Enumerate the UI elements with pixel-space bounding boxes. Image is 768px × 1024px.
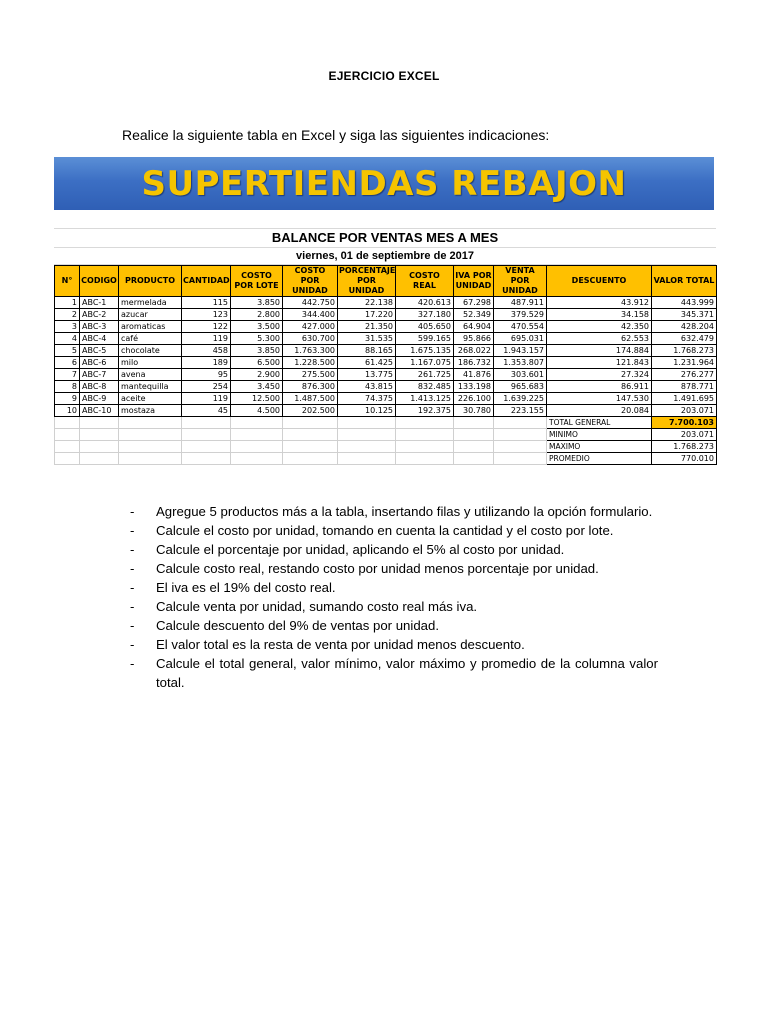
table-cell: 22.138: [338, 297, 396, 309]
instruction-text: Calcule venta por unidad, sumando costo real más iva.: [156, 599, 478, 614]
instruction-item: [130, 578, 658, 597]
bullet-dash: -: [130, 656, 135, 671]
table-cell: chocolate: [119, 345, 182, 357]
bullet-dash: -: [130, 523, 135, 538]
table-cell: 20.084: [547, 405, 652, 417]
table-cell: 458: [182, 345, 231, 357]
table-cell: café: [119, 333, 182, 345]
table-cell: ABC-6: [80, 357, 119, 369]
summary-label: TOTAL GENERAL: [547, 417, 652, 429]
table-cell: ABC-1: [80, 297, 119, 309]
instruction-item: [130, 635, 658, 654]
table-cell: 261.725: [396, 369, 454, 381]
instruction-text: El iva es el 19% del costo real.: [156, 580, 336, 595]
summary-row: [55, 429, 717, 441]
table-cell: 1.675.135: [396, 345, 454, 357]
table-cell: 4: [55, 333, 80, 345]
table-cell: 832.485: [396, 381, 454, 393]
column-header: CODIGO: [80, 266, 119, 297]
empty-cell: [283, 417, 338, 429]
table-cell: 630.700: [283, 333, 338, 345]
empty-cell: [55, 441, 80, 453]
column-header: IVA POR UNIDAD: [454, 266, 494, 297]
table-cell: 45: [182, 405, 231, 417]
table-cell: 6.500: [231, 357, 283, 369]
table-cell: 1.763.300: [283, 345, 338, 357]
table-cell: 115: [182, 297, 231, 309]
empty-cell: [80, 429, 119, 441]
column-header: N°: [55, 266, 80, 297]
empty-cell: [231, 429, 283, 441]
empty-cell: [55, 429, 80, 441]
table-cell: 1.353.807: [494, 357, 547, 369]
table-cell: 17.220: [338, 309, 396, 321]
table-cell: 1.943.157: [494, 345, 547, 357]
column-header: PORCENTAJE POR UNIDAD: [339, 266, 396, 295]
table-cell: 119: [182, 333, 231, 345]
table-cell: 1.231.964: [652, 357, 717, 369]
table-cell: 13.775: [338, 369, 396, 381]
empty-cell: [494, 429, 547, 441]
instructions-list: [130, 502, 658, 692]
table-cell: 470.554: [494, 321, 547, 333]
table-cell: 3.450: [231, 381, 283, 393]
table-row: [55, 297, 717, 309]
table-cell: ABC-9: [80, 393, 119, 405]
empty-cell: [454, 429, 494, 441]
table-cell: 74.375: [338, 393, 396, 405]
table-cell: mostaza: [119, 405, 182, 417]
summary-value: 7.700.103: [652, 417, 717, 429]
table-cell: 9: [55, 393, 80, 405]
table-cell: 202.500: [283, 405, 338, 417]
table-cell: 192.375: [396, 405, 454, 417]
table-row: [55, 357, 717, 369]
intro-paragraph: Realice la siguiente tabla en Excel y siga las siguientes indicaciones:: [122, 127, 550, 143]
table-cell: 203.071: [652, 405, 717, 417]
empty-cell: [283, 429, 338, 441]
table-cell: milo: [119, 357, 182, 369]
table-cell: 31.535: [338, 333, 396, 345]
table-cell: 254: [182, 381, 231, 393]
summary-label: MAXIMO: [547, 441, 652, 453]
empty-cell: [396, 441, 454, 453]
bullet-dash: -: [130, 599, 135, 614]
bullet-dash: -: [130, 561, 135, 576]
table-cell: 43.912: [547, 297, 652, 309]
sheet-date: viernes, 01 de septiembre de 2017: [54, 248, 716, 265]
table-cell: 405.650: [396, 321, 454, 333]
table-row: [55, 369, 717, 381]
empty-cell: [454, 417, 494, 429]
empty-cell: [494, 453, 547, 465]
table-cell: 3.850: [231, 297, 283, 309]
instruction-item: [130, 502, 658, 521]
table-cell: 67.298: [454, 297, 494, 309]
table-cell: 344.400: [283, 309, 338, 321]
banner-title: SUPERTIENDAS REBAJON: [141, 163, 627, 204]
table-row: [55, 309, 717, 321]
table-row: [55, 405, 717, 417]
table-row: [55, 345, 717, 357]
table-cell: avena: [119, 369, 182, 381]
table-cell: 43.815: [338, 381, 396, 393]
table-cell: 189: [182, 357, 231, 369]
column-header: CANTIDAD: [182, 266, 231, 297]
table-row: [55, 333, 717, 345]
table-cell: 86.911: [547, 381, 652, 393]
empty-cell: [231, 417, 283, 429]
table-cell: 8: [55, 381, 80, 393]
table-cell: 186.732: [454, 357, 494, 369]
empty-cell: [396, 429, 454, 441]
table-cell: 5.300: [231, 333, 283, 345]
table-cell: 41.876: [454, 369, 494, 381]
instruction-text: Agregue 5 productos más a la tabla, insertando filas y utilizando la opción formulario.: [156, 504, 653, 519]
sheet-subtitle: BALANCE POR VENTAS MES A MES: [54, 228, 716, 248]
table-cell: 223.155: [494, 405, 547, 417]
table-cell: 122: [182, 321, 231, 333]
table-cell: 379.529: [494, 309, 547, 321]
table-cell: 2.800: [231, 309, 283, 321]
summary-label: PROMEDIO: [547, 453, 652, 465]
bullet-dash: -: [130, 618, 135, 633]
table-cell: 95.866: [454, 333, 494, 345]
empty-cell: [119, 417, 182, 429]
table-cell: 1.639.225: [494, 393, 547, 405]
empty-cell: [231, 453, 283, 465]
table-row: [55, 321, 717, 333]
table-cell: 133.198: [454, 381, 494, 393]
instruction-item: [130, 654, 658, 692]
empty-cell: [119, 441, 182, 453]
summary-row: [55, 441, 717, 453]
table-row: [55, 393, 717, 405]
table-cell: 62.553: [547, 333, 652, 345]
table-cell: 95: [182, 369, 231, 381]
table-cell: 2.900: [231, 369, 283, 381]
table-cell: 275.500: [283, 369, 338, 381]
table-cell: 88.165: [338, 345, 396, 357]
table-cell: 695.031: [494, 333, 547, 345]
table-cell: 34.158: [547, 309, 652, 321]
empty-cell: [182, 417, 231, 429]
table-cell: ABC-10: [80, 405, 119, 417]
table-cell: ABC-8: [80, 381, 119, 393]
column-header: COSTO POR UNIDAD: [283, 266, 338, 297]
table-cell: 2: [55, 309, 80, 321]
summary-value: 203.071: [652, 429, 717, 441]
table-cell: 3: [55, 321, 80, 333]
table-cell: ABC-3: [80, 321, 119, 333]
table-cell: 487.911: [494, 297, 547, 309]
summary-value: 1.768.273: [652, 441, 717, 453]
table-cell: 30.780: [454, 405, 494, 417]
store-banner: [54, 157, 714, 210]
table-cell: 123: [182, 309, 231, 321]
table-cell: 7: [55, 369, 80, 381]
empty-cell: [182, 429, 231, 441]
table-cell: 1.413.125: [396, 393, 454, 405]
column-header: PRODUCTO: [119, 266, 182, 297]
table-cell: 965.683: [494, 381, 547, 393]
table-cell: 12.500: [231, 393, 283, 405]
table-cell: 878.771: [652, 381, 717, 393]
empty-cell: [182, 441, 231, 453]
empty-cell: [338, 429, 396, 441]
spreadsheet-image: [54, 228, 716, 465]
summary-label: MINIMO: [547, 429, 652, 441]
table-cell: 10.125: [338, 405, 396, 417]
instruction-text: Calcule el porcentaje por unidad, aplicando el 5% al costo por unidad.: [156, 542, 565, 557]
instruction-item: [130, 540, 658, 559]
table-cell: 420.613: [396, 297, 454, 309]
table-cell: 64.904: [454, 321, 494, 333]
table-cell: 1: [55, 297, 80, 309]
header-row: [55, 266, 717, 297]
table-cell: mermelada: [119, 297, 182, 309]
empty-cell: [55, 417, 80, 429]
table-cell: 268.022: [454, 345, 494, 357]
column-header: VALOR TOTAL: [652, 266, 717, 297]
table-cell: 3.850: [231, 345, 283, 357]
column-header: DESCUENTO: [547, 266, 652, 297]
empty-cell: [338, 417, 396, 429]
table-cell: 52.349: [454, 309, 494, 321]
empty-cell: [231, 441, 283, 453]
table-row: [55, 381, 717, 393]
empty-cell: [182, 453, 231, 465]
empty-cell: [396, 417, 454, 429]
instruction-text: Calcule descuento del 9% de ventas por unidad.: [156, 618, 439, 633]
table-cell: 5: [55, 345, 80, 357]
empty-cell: [80, 417, 119, 429]
table-cell: 1.228.500: [283, 357, 338, 369]
table-cell: 345.371: [652, 309, 717, 321]
empty-cell: [119, 453, 182, 465]
table-cell: 174.884: [547, 345, 652, 357]
empty-cell: [80, 453, 119, 465]
table-cell: 303.601: [494, 369, 547, 381]
table-cell: ABC-7: [80, 369, 119, 381]
table-cell: ABC-2: [80, 309, 119, 321]
table-cell: 428.204: [652, 321, 717, 333]
table-cell: 3.500: [231, 321, 283, 333]
table-cell: 876.300: [283, 381, 338, 393]
table-cell: 327.180: [396, 309, 454, 321]
empty-cell: [55, 453, 80, 465]
summary-row: [55, 417, 717, 429]
table-cell: azucar: [119, 309, 182, 321]
instruction-item: [130, 559, 658, 578]
table-cell: 10: [55, 405, 80, 417]
empty-cell: [119, 429, 182, 441]
table-cell: 61.425: [338, 357, 396, 369]
bullet-dash: -: [130, 542, 135, 557]
table-cell: 6: [55, 357, 80, 369]
column-header: COSTO POR LOTE: [231, 266, 283, 297]
empty-cell: [454, 453, 494, 465]
instruction-item: [130, 521, 658, 540]
bullet-dash: -: [130, 504, 135, 519]
table-cell: ABC-4: [80, 333, 119, 345]
empty-cell: [454, 441, 494, 453]
table-cell: 21.350: [338, 321, 396, 333]
empty-cell: [338, 441, 396, 453]
table-cell: 119: [182, 393, 231, 405]
table-cell: 4.500: [231, 405, 283, 417]
table-cell: 599.165: [396, 333, 454, 345]
column-header: COSTO REAL: [396, 266, 454, 297]
table-cell: 427.000: [283, 321, 338, 333]
empty-cell: [80, 441, 119, 453]
table-cell: 1.768.273: [652, 345, 717, 357]
table-cell: 1.491.695: [652, 393, 717, 405]
empty-cell: [283, 441, 338, 453]
document-title: EJERCICIO EXCEL: [328, 69, 440, 83]
table-cell: 442.750: [283, 297, 338, 309]
table-cell: 121.843: [547, 357, 652, 369]
table-cell: 42.350: [547, 321, 652, 333]
instruction-text: Calcule el total general, valor mínimo, valor máximo y promedio de la columna valor total.: [156, 656, 658, 690]
empty-cell: [338, 453, 396, 465]
column-header: VENTA POR UNIDAD: [494, 266, 547, 297]
summary-value: 770.010: [652, 453, 717, 465]
instruction-item: [130, 597, 658, 616]
empty-cell: [283, 453, 338, 465]
table-cell: mantequilla: [119, 381, 182, 393]
instruction-item: [130, 616, 658, 635]
table-cell: 226.100: [454, 393, 494, 405]
empty-cell: [494, 441, 547, 453]
instruction-text: Calcule el costo por unidad, tomando en cuenta la cantidad y el costo por lote.: [156, 523, 614, 538]
summary-row: [55, 453, 717, 465]
sales-table: [54, 265, 717, 465]
table-cell: aceite: [119, 393, 182, 405]
table-cell: 632.479: [652, 333, 717, 345]
table-cell: ABC-5: [80, 345, 119, 357]
table-cell: 276.277: [652, 369, 717, 381]
empty-cell: [396, 453, 454, 465]
table-cell: 1.487.500: [283, 393, 338, 405]
instruction-text: Calcule costo real, restando costo por unidad menos porcentaje por unidad.: [156, 561, 599, 576]
table-cell: 147.530: [547, 393, 652, 405]
bullet-dash: -: [130, 580, 135, 595]
table-cell: 443.999: [652, 297, 717, 309]
bullet-dash: -: [130, 637, 135, 652]
empty-cell: [494, 417, 547, 429]
instruction-text: El valor total es la resta de venta por unidad menos descuento.: [156, 637, 525, 652]
table-cell: aromaticas: [119, 321, 182, 333]
table-cell: 1.167.075: [396, 357, 454, 369]
table-cell: 27.324: [547, 369, 652, 381]
